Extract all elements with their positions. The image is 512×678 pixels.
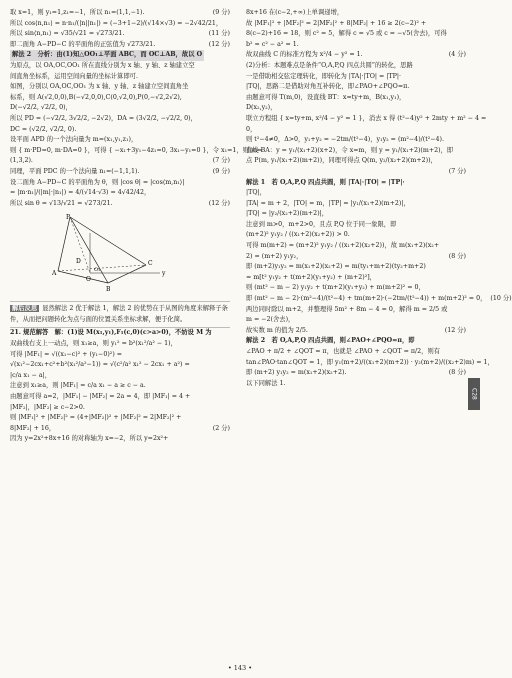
text-line (10, 424, 230, 435)
text-line (246, 358, 494, 369)
line-text: |TQ| = |y₂/(x₂+2)(m+2)|， (246, 210, 329, 218)
text-line (246, 305, 466, 316)
side-tab: C28 (468, 378, 480, 410)
text-line (246, 178, 466, 189)
line-text: 解法 2 分析：由(1)知△OO₁⊥平面 ABC，而 OC⊥AB，故以 O (10, 50, 204, 61)
line-text: 联立方程组 { x=ty+m, x²/4 − y² = 1 }，消去 x 得 (t²−4)y² + 2mty + m² − 4 = (246, 114, 487, 122)
text-line (246, 368, 466, 379)
text-line (10, 19, 230, 30)
line-text: 因为 y=2x²+8x+16 的对称轴为 x=−2，所以 y=2x²+ (10, 435, 169, 443)
text-line (10, 339, 230, 350)
note-text: 显然解法 2 优于解法 1，解法 2 的优势在于从图的角度来解释子条件，从而把问题转化为点与面的位置关系坐标求解，便于化简。 (10, 305, 228, 323)
text-line (246, 209, 466, 220)
text-line (246, 241, 466, 252)
text-line (246, 50, 466, 61)
line-text: DC = (√2/2, √2/2, 0). (10, 125, 77, 133)
line-text: |MF₂|，|MF₂| ≥ c−2>0. (10, 403, 85, 411)
text-line (246, 72, 466, 83)
line-text: 如图，分别以 OA,OC,OO₁ 为 x 轴、y 轴、z 轴建立空间直角坐 (10, 83, 189, 91)
text-line (246, 220, 466, 231)
text-line (10, 82, 230, 93)
text-line (10, 178, 230, 189)
text-line (246, 114, 487, 125)
line-text: 所以 sin θ = √13/√21 = √273/21. (10, 199, 113, 207)
pyramid-diagram (50, 213, 190, 297)
text-line (10, 29, 230, 40)
text-line (246, 230, 466, 241)
line-text: 以下同解法 1. (246, 379, 286, 387)
text-line (246, 125, 466, 136)
text-line (10, 403, 230, 414)
score-mark: (9 分) (212, 9, 230, 16)
score-mark: (2 分) (212, 424, 230, 432)
text-line (10, 146, 263, 157)
label-O1: O₁ (94, 267, 101, 274)
line-text: 即二面角 A−PD−C 的平面角的正弦值为 √273/21. (10, 40, 156, 48)
note-tag: 解后反思 (12, 305, 38, 313)
score-mark: (12 分) (444, 326, 466, 334)
text-line (10, 434, 230, 445)
label-y: y (162, 270, 166, 278)
line-text: 解法 1 若 O,A,P,Q 四点共圆，则 |TA|·|TO| = |TP|· (246, 178, 405, 186)
line-text: 取 x=1，则 y₁=1,z₁=−1，所以 n₁=(1,1,−1). (10, 9, 145, 16)
line-text: 故双曲线 C 的标准方程为 x²/4 − y² = 1. (246, 51, 363, 59)
line-text: 设二面角 A−PD−C 的平面角为 θ，则 |cos θ| = |cos⟨m,n₁⟩| (10, 178, 185, 186)
line-text: 即 (mt² − m − 2)·(m²−4)/(t²−4) + tm(m+2)·(−2tm/(t²−4)) + m(m+2)² = 0， (246, 295, 487, 303)
text-line (10, 103, 230, 114)
line-text: ∠PAO + π/2 + ∠QOT = π，也就是 ∠PAO + ∠QOT = π/2，则有 (246, 348, 441, 355)
label-P: P (66, 214, 71, 222)
line-text: 为原点，以 OA,OC,OO₁ 所在直线分别为 x 轴、y 轴、z 轴建立空 (10, 61, 195, 69)
line-text: 2) = (m+2) y₁y₂， (246, 252, 303, 260)
line-text: 所以 PD = (−√2/2, 3√2/2, −2√2)，DA = (3√2/2, −√2/2, 0)， (10, 114, 197, 122)
score-mark: (11 分) (208, 30, 230, 38)
score-mark: (10 分) (490, 295, 512, 303)
label-D: D (76, 258, 81, 266)
text-line (10, 93, 230, 104)
line-text: 即 (m+2) y₁y₂ = m(x₁+2)(x₂+2). (246, 369, 347, 377)
score-mark: (9 分) (212, 167, 230, 175)
text-line (246, 283, 466, 294)
score-mark: (4 分) (448, 51, 466, 59)
line-text: D(x₂,y₂)， (246, 104, 277, 112)
line-text: = |m·n₁|/(|m|·|n₁|) = 4/(√14·√3) = 4√42/42， (10, 189, 151, 197)
line-text: (2)分析：本题难点是条件“O,A,P,Q 四点共圆”的转化，思路 (246, 61, 413, 69)
page-number: • 143 • (227, 664, 253, 672)
text-line (10, 199, 230, 210)
text-line (246, 294, 512, 305)
text-line (246, 336, 466, 347)
line-text: 可得 m(m+2) = (m+2)² y₁y₂ / ((x₁+2)(x₂+2))，故 m(x₁+2)(x₂+ (246, 242, 440, 250)
text-line (246, 135, 466, 146)
reflection-note (10, 301, 230, 328)
line-text: 即 (m+2)y₁y₂ = m(x₁+2)(x₂+2) = m(ty₁+m+2)(ty₂+m+2) (246, 263, 426, 271)
text-line (246, 146, 466, 157)
text-line (10, 167, 230, 178)
label-C: C (148, 260, 153, 268)
text-line (246, 156, 466, 167)
text-line (246, 188, 466, 199)
text-line (10, 125, 230, 136)
text-line (246, 8, 466, 19)
score-mark: (7 分) (212, 157, 230, 165)
line-text: 双曲线右支上一动点，则 x₁≥a，则 y₁² = b²(x₁²/a² − 1)， (10, 340, 177, 348)
text-line (246, 40, 466, 51)
line-text: 点 P(m, y₁/(x₁+2)(m+2))，同理可得点 Q(m, y₂/(x₂+2)(m+2))， (246, 157, 437, 165)
text-line (246, 315, 466, 326)
line-text: = m[t² y₁y₂ + t(m+2)(y₁+y₂) + (m+2)²]， (246, 273, 376, 281)
text-line (246, 199, 466, 210)
label-O: O (86, 276, 91, 284)
text-line (246, 103, 466, 114)
text-line (10, 61, 230, 72)
score-mark: (8 分) (448, 252, 466, 260)
text-line (246, 252, 466, 263)
geometry-figure (10, 213, 230, 297)
text-line (246, 262, 466, 273)
score-mark: (12 分) (208, 40, 230, 48)
line-text: 8x+16 在(c−2,+∞)上单调递增， (246, 9, 344, 16)
line-text: 标系，则 A(√2,0,0),B(−√2,0,0),C(0,√2,0),P(0,−√2,2√2), (10, 93, 182, 101)
text-line (246, 19, 466, 30)
score-mark: (8 分) (448, 369, 466, 377)
text-line (10, 135, 230, 146)
score-mark: (12 分) (208, 199, 230, 207)
line-text: m = −2(舍去)， (246, 316, 295, 324)
text-line (10, 8, 230, 19)
text-line (10, 413, 230, 424)
line-text: √(x₁²−2cx₁+c²+b²(x₁²/a²−1)) = √(c²/a² x₁² − 2cx₁ + a²) = (10, 361, 190, 369)
line-text: |TA| = m + 2，|TO| = m，|TP| = |y₁/(x₁+2)(m+2)|， (246, 199, 410, 207)
right-column (246, 8, 512, 389)
text-line (246, 326, 466, 337)
text-line (10, 350, 230, 361)
text-line (10, 40, 230, 51)
text-line (10, 360, 230, 371)
text-line (246, 29, 466, 40)
line-text: 则 t²−4≠0，Δ>0，y₁+y₂ = −2tm/(t²−4)，y₁y₂ = (m²−4)/(t²−4). (246, 136, 445, 144)
line-text: 间直角坐标系，运用空间向量的坐标计算即可. (10, 72, 138, 80)
line-text: 8(c−2)+16 = 18，则 c² = 5，解得 c = √5 或 c = −√5(舍去)，可得 (246, 30, 447, 38)
line-text: 由题意可得 a=2，|MF₁| − |MF₂| = 2a = 4，即 |MF₁| = 4 + (10, 393, 191, 401)
line-text: 一是借助相交弦定理转化，即转化为 |TA|·|TO| = |TP|· (246, 72, 401, 80)
line-text: 由题意可得 T(m,0)，设直线 BT：x=ty+m，B(x₁,y₁)， (246, 93, 406, 101)
line-text: 故实数 m 的值为 2/5. (246, 326, 308, 334)
line-text: |TQ|， (246, 189, 266, 197)
line-text: 8|MF₂| + 16， (10, 424, 56, 432)
line-text: 故 |MF₁|² + |MF₂|² = 2|MF₂|² + 8|MF₂| + 16 ≥ 2(c−2)² + (246, 19, 427, 27)
line-text: 两边同时除以 m+2，并整理得 5m² + 8m − 4 = 0，解得 m = 2/5 或 (246, 305, 448, 313)
line-text: 所以 cos⟨n,n₁⟩ = n·n₁/(|n||n₁|) = (−3+1−2)/(√14×√3) = −2√42/21， (10, 19, 223, 27)
text-line (10, 114, 230, 125)
line-text: |TQ|，思路二是借助对角互补转化，即∠PAO+∠PQO=π. (246, 83, 410, 91)
line-text: 直线 BA：y = y₁/(x₁+2)(x+2)，令 x=m，则 y = y₁/(x₁+2)(m+2)，即 (246, 146, 454, 154)
line-text: 21. 规范解答 解：(1)设 M(x₁,y₁),F₁(c,0)(c>a>0)，不妨设 M 为 (10, 329, 212, 337)
line-text: 注意到 m>0，m+2>0，且点 P,Q 位于同一象限，即 (246, 220, 397, 228)
text-line (10, 371, 230, 382)
text-line (10, 392, 230, 403)
line-text: 0， (246, 125, 257, 133)
line-text: tan∠PAO·tan∠QOT = 1，即 y₁(m+2)/((x₁+2)(m+2)) · y₂(m+2)/((x₂+2)m) = 1， (246, 358, 494, 366)
label-B: B (106, 286, 111, 294)
line-text: 则 (mt² − m − 2) y₁y₂ + t(m+2)(y₁+y₂) + m(m+2)² = 0， (246, 284, 425, 292)
line-text: 注意到 x₁≥a，则 |MF₁| = c/a x₁ − a ≥ c − a. (10, 382, 146, 390)
line-text: D(−√2/2, √2/2, 0)， (10, 104, 72, 112)
line-text: (1,3,2). (10, 157, 33, 165)
line-text: |c/a x₁ − a|， (10, 371, 52, 379)
text-line (10, 381, 230, 392)
label-A: A (52, 270, 57, 278)
line-text: (m+2)² y₁y₂ / ((x₁+2)(x₂+2)) > 0. (246, 231, 350, 239)
line-text: 则 { m·PD=0, m·DA=0 }，可得 { −x₁+3y₁−4z₁=0, 3x₁−y₁=0 }，令 x₁=1，则 m= (10, 146, 263, 154)
line-text: 可得 |MF₁| = √((x₁−c)² + (y₁−0)²) = (10, 350, 123, 358)
text-line (246, 347, 466, 358)
text-line (10, 156, 230, 167)
text-line (246, 167, 466, 178)
line-text: 设平面 APD 的一个法向量为 m=(x₁,y₁,z₁)， (10, 136, 138, 144)
score-mark: (7 分) (448, 167, 466, 175)
line-text: 则 |MF₁|² + |MF₂|² = (4+|MF₂|)² + |MF₂|² = 2|MF₂|² + (10, 414, 182, 422)
line-text: 解法 2 若 O,A,P,Q 四点共圆，则∠PAO+∠PQO=π，即 (246, 337, 415, 345)
text-line (10, 72, 230, 83)
text-line (10, 50, 230, 61)
text-line (246, 82, 466, 93)
line-text: 同理，平面 PDC 的一个法向量 n₁=(−1,1,1). (10, 167, 140, 175)
line-text: b² = c² − a² = 1. (246, 40, 299, 48)
text-line (246, 379, 466, 390)
text-line (246, 273, 466, 284)
text-line (246, 61, 466, 72)
text-line (10, 328, 230, 339)
line-text: 所以 sin⟨n,n₁⟩ = √35/√21 = √273/21. (10, 30, 125, 38)
text-line (10, 188, 230, 199)
text-line (246, 93, 466, 104)
